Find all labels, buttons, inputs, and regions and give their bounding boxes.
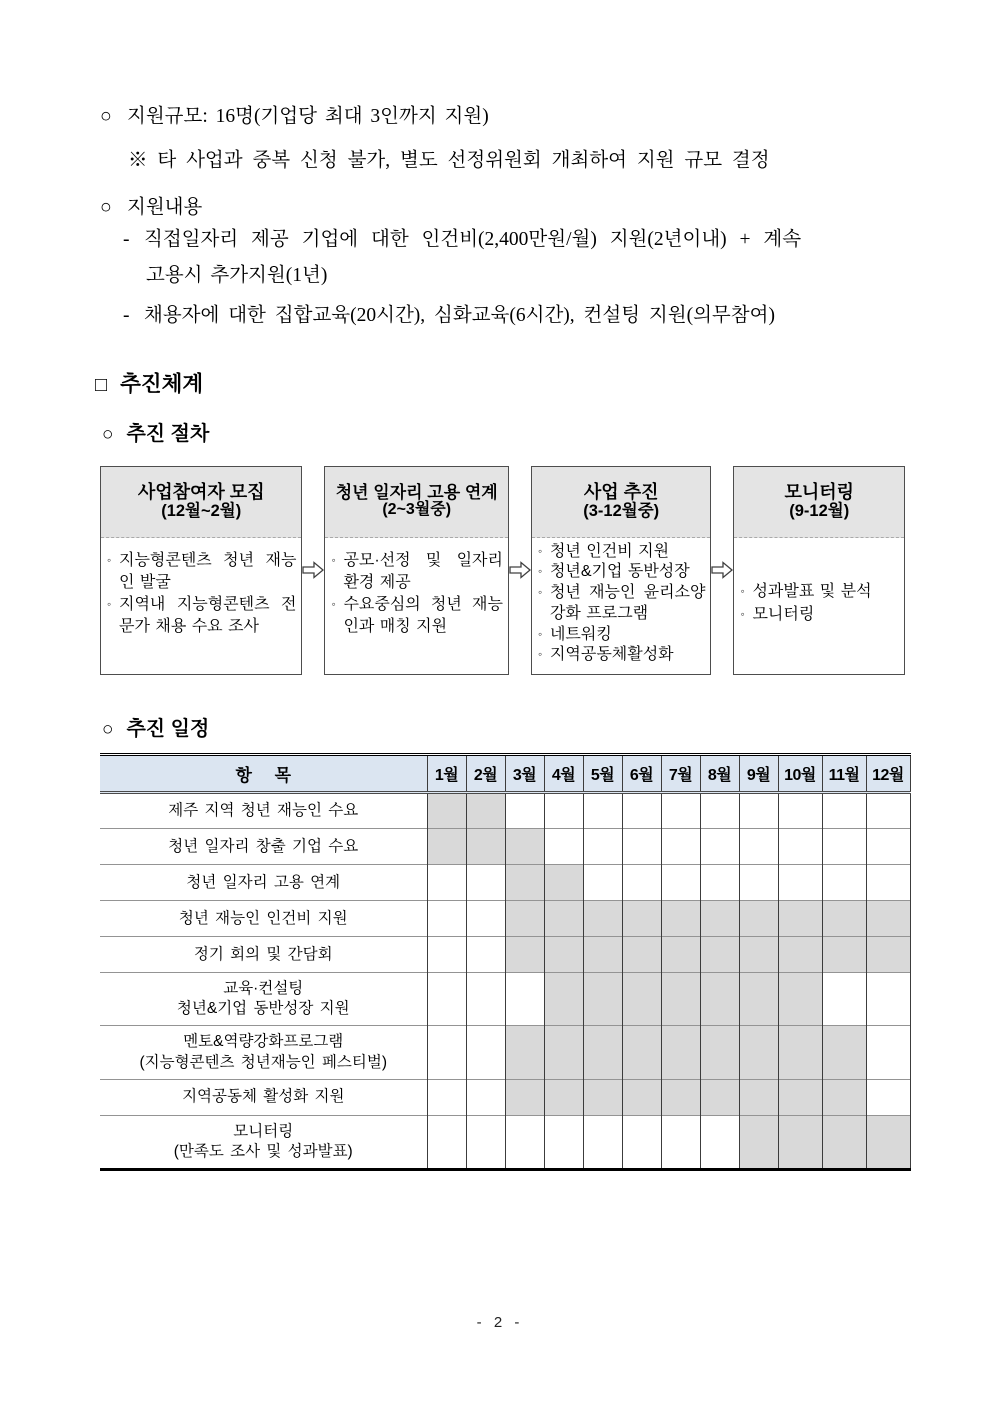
- month-cell: [866, 1115, 910, 1169]
- flow-step-title: 사업 추진: [583, 481, 659, 502]
- page-number: - 2 -: [476, 1314, 524, 1331]
- sub-item-wage: [100, 227, 905, 253]
- right-arrow-icon: [302, 466, 324, 675]
- month-cell: [739, 865, 778, 901]
- row-label: 청년 일자리 창출 기업 수요: [100, 829, 427, 865]
- month-header: 7월: [661, 755, 700, 793]
- month-cell: [778, 1079, 822, 1115]
- month-cell: [544, 973, 583, 1026]
- month-cell: [466, 1079, 505, 1115]
- month-cell: [583, 973, 622, 1026]
- month-cell: [583, 1079, 622, 1115]
- flow-step-item: [538, 542, 706, 563]
- flow-step-header: [734, 467, 904, 538]
- month-cell: [661, 1115, 700, 1169]
- flow-step-item: [331, 594, 503, 638]
- month-cell: [622, 973, 661, 1026]
- month-cell: [544, 1079, 583, 1115]
- small-circle-bullet-icon: ◦: [331, 596, 336, 611]
- month-cell: [661, 829, 700, 865]
- month-cell: [466, 865, 505, 901]
- table-row: [100, 1026, 910, 1079]
- month-cell: [505, 937, 544, 973]
- flow-step-item-text: 성과발표 및 분석: [752, 583, 872, 601]
- month-cell: [583, 901, 622, 937]
- table-row: [100, 937, 910, 973]
- sub-item-training-text: 채용자에 대한 집합교육(20시간), 심화교육(6시간), 컨설팅 지원(의무참여): [144, 304, 775, 326]
- row-label: 청년 일자리 고용 연계: [100, 865, 427, 901]
- schedule-header-label: 항 목: [100, 755, 427, 793]
- row-label: 청년 재능인 인건비 지원: [100, 901, 427, 937]
- month-cell: [427, 937, 466, 973]
- month-cell: [739, 1026, 778, 1079]
- flow-step-box: [324, 466, 509, 675]
- flow-steps: [100, 466, 905, 675]
- month-header: 6월: [622, 755, 661, 793]
- table-row: [100, 1079, 910, 1115]
- flow-step-period: (9-12월): [789, 502, 850, 521]
- month-cell: [661, 865, 700, 901]
- month-cell: [622, 829, 661, 865]
- small-circle-bullet-icon: ◦: [107, 552, 112, 567]
- month-cell: [505, 793, 544, 829]
- month-cell: [622, 901, 661, 937]
- flow-step-item-text: 지역공동체활성화: [549, 646, 674, 664]
- month-cell: [739, 829, 778, 865]
- month-cell: [544, 865, 583, 901]
- month-cell: [822, 793, 866, 829]
- circle-bullet-icon: ○: [102, 718, 114, 740]
- flow-step-title: 사업참여자 모집: [137, 481, 265, 502]
- month-cell: [466, 1115, 505, 1169]
- month-cell: [505, 973, 544, 1026]
- flow-step-body: [325, 538, 508, 674]
- table-row: [100, 865, 910, 901]
- month-cell: [544, 829, 583, 865]
- flow-step-header: [101, 467, 301, 538]
- month-cell: [622, 1115, 661, 1169]
- flow-step-box: [531, 466, 712, 675]
- month-cell: [822, 1115, 866, 1169]
- circle-bullet-icon: ○: [100, 106, 112, 127]
- note-line: ※ 타 사업과 중복 신청 불가, 별도 선정위원회 개최하여 지원 규모 결정: [128, 150, 770, 172]
- right-arrow-icon: [509, 466, 531, 675]
- month-cell: [700, 1115, 739, 1169]
- small-circle-bullet-icon: ◦: [537, 647, 543, 662]
- month-cell: [866, 793, 910, 829]
- month-cell: [700, 1026, 739, 1079]
- small-circle-bullet-icon: ◦: [740, 584, 745, 599]
- month-cell: [661, 973, 700, 1026]
- month-cell: [778, 865, 822, 901]
- month-cell: [739, 1079, 778, 1115]
- flow-step-item-text: 지역내 지능형콘텐츠 전문가 채용 수요 조사: [119, 595, 297, 635]
- month-cell: [866, 973, 910, 1026]
- schedule-table: [100, 753, 911, 1171]
- flow-step-header: [532, 467, 711, 538]
- month-cell: [427, 829, 466, 865]
- month-cell: [700, 793, 739, 829]
- month-header: 12월: [866, 755, 910, 793]
- flow-step-item-text: 지능형콘텐츠 청년 재능인 발굴: [119, 551, 297, 591]
- month-cell: [700, 829, 739, 865]
- month-cell: [700, 937, 739, 973]
- month-cell: [866, 1079, 910, 1115]
- month-cell: [866, 901, 910, 937]
- month-cell: [505, 829, 544, 865]
- flow-step-item-text: 수요중심의 청년 재능인과 매칭 지원: [343, 595, 503, 635]
- month-cell: [466, 1026, 505, 1079]
- month-cell: [778, 973, 822, 1026]
- month-cell: [700, 973, 739, 1026]
- month-cell: [427, 865, 466, 901]
- month-cell: [661, 793, 700, 829]
- month-cell: [427, 1079, 466, 1115]
- small-circle-bullet-icon: ◦: [740, 606, 745, 621]
- flow-step-item: [107, 594, 296, 638]
- month-cell: [822, 1079, 866, 1115]
- month-cell: [778, 829, 822, 865]
- flow-step-item: [740, 581, 899, 603]
- month-cell: [505, 1079, 544, 1115]
- month-cell: [544, 1115, 583, 1169]
- month-cell: [505, 1115, 544, 1169]
- month-header: 5월: [583, 755, 622, 793]
- flow-step-item: [538, 583, 706, 625]
- month-cell: [544, 1026, 583, 1079]
- small-circle-bullet-icon: ◦: [107, 596, 112, 611]
- month-cell: [583, 1026, 622, 1079]
- flow-step-title: 청년 일자리 고용 연계: [335, 482, 498, 502]
- month-cell: [505, 865, 544, 901]
- month-cell: [700, 901, 739, 937]
- flow-step-item-text: 청년 인건비 지원: [549, 542, 670, 560]
- month-cell: [622, 865, 661, 901]
- section-title-procedure: ○ 추진 절차: [102, 422, 210, 445]
- small-circle-bullet-icon: ◦: [537, 626, 543, 641]
- dash-bullet-icon: -: [123, 304, 130, 326]
- month-cell: [544, 793, 583, 829]
- small-circle-bullet-icon: ◦: [537, 564, 543, 579]
- month-cell: [583, 793, 622, 829]
- sub-item-wage-text: 직접일자리 제공 기업에 대한 인건비(2,400만원/월) 지원(2년이내) + 계속: [144, 228, 802, 250]
- table-row: [100, 829, 910, 865]
- small-circle-bullet-icon: ◦: [537, 585, 543, 600]
- flow-step-box: [100, 466, 302, 675]
- month-cell: [544, 937, 583, 973]
- month-cell: [427, 1026, 466, 1079]
- section-title-schedule: ○ 추진 일정: [102, 717, 210, 740]
- row-label: 제주 지역 청년 재능인 수요: [168, 802, 359, 820]
- month-header: 10월: [778, 755, 822, 793]
- month-cell: [866, 937, 910, 973]
- flow-step-item-text: 청년 재능인 윤리소양 강화 프로그램: [549, 584, 706, 622]
- month-cell: [622, 937, 661, 973]
- month-cell: [866, 1026, 910, 1079]
- flow-step-body: [734, 538, 904, 674]
- month-cell: [622, 1079, 661, 1115]
- month-cell: [778, 937, 822, 973]
- flow-step-body: [532, 538, 711, 674]
- flow-step-period: (12월~2월): [161, 502, 242, 521]
- flow-step-box: [733, 466, 905, 675]
- list-item-content-text: 지원내용: [127, 196, 203, 218]
- month-cell: [427, 1115, 466, 1169]
- month-cell: [822, 865, 866, 901]
- flow-step-title: 모니터링: [784, 481, 855, 502]
- month-cell: [427, 973, 466, 1026]
- row-label: 지역공동체 활성화 지원: [100, 1079, 427, 1115]
- month-header: 3월: [505, 755, 544, 793]
- section-title-system: □ 추진체계: [95, 371, 204, 396]
- flow-step-item: [331, 550, 503, 594]
- month-cell: [700, 1079, 739, 1115]
- circle-bullet-icon: ○: [102, 423, 114, 445]
- table-row: [100, 973, 910, 1026]
- table-row: [100, 1115, 910, 1169]
- month-cell: [866, 829, 910, 865]
- month-cell: [661, 1026, 700, 1079]
- month-header: 8월: [700, 755, 739, 793]
- month-cell: [544, 901, 583, 937]
- sub-item-wage-cont: 고용시 추가지원(1년): [146, 265, 328, 287]
- flow-step-period: (3-12월중): [583, 502, 660, 521]
- row-label: 교육·컨설팅 청년&기업 동반성장 지원: [100, 973, 427, 1026]
- month-cell: [866, 865, 910, 901]
- month-header: 11월: [822, 755, 866, 793]
- small-circle-bullet-icon: ◦: [331, 552, 336, 567]
- month-cell: [466, 829, 505, 865]
- month-cell: [661, 1079, 700, 1115]
- month-cell: [661, 901, 700, 937]
- month-header: 4월: [544, 755, 583, 793]
- month-cell: [778, 793, 822, 829]
- month-cell: [583, 829, 622, 865]
- flow-step-item: [538, 625, 706, 646]
- sub-item-training: [100, 303, 905, 329]
- month-cell: [822, 901, 866, 937]
- month-cell: [700, 865, 739, 901]
- month-header: 1월: [427, 755, 466, 793]
- month-cell: [466, 937, 505, 973]
- small-circle-bullet-icon: ◦: [537, 543, 543, 558]
- list-item-content: [100, 195, 905, 221]
- month-cell: [427, 793, 466, 829]
- flow-step-item-text: 네트워킹: [549, 625, 612, 643]
- month-cell: [778, 1115, 822, 1169]
- month-cell: [466, 973, 505, 1026]
- month-cell: [583, 1115, 622, 1169]
- month-cell: [583, 937, 622, 973]
- flow-step-item-text: 공모·선정 및 일자리 환경 제공: [343, 551, 503, 591]
- month-cell: [622, 793, 661, 829]
- flow-step-item: [740, 604, 899, 626]
- month-cell: [778, 901, 822, 937]
- right-arrow-icon: [711, 466, 733, 675]
- month-cell: [739, 793, 778, 829]
- circle-bullet-icon: ○: [100, 196, 112, 218]
- month-cell: [822, 829, 866, 865]
- month-cell: [466, 793, 505, 829]
- row-label: 멘토&역량강화프로그램 (지능형콘텐츠 청년재능인 페스티벌): [100, 1026, 427, 1079]
- flow-step-item-text: 모니터링: [752, 605, 815, 623]
- month-cell: [427, 901, 466, 937]
- month-header: 2월: [466, 755, 505, 793]
- month-header: 9월: [739, 755, 778, 793]
- table-row: [100, 901, 910, 937]
- flow-step-body: [101, 538, 301, 674]
- schedule-header-row: [100, 755, 910, 793]
- flow-step-item: [538, 645, 706, 666]
- schedule-body: [100, 793, 910, 1170]
- month-cell: [822, 973, 866, 1026]
- month-cell: [739, 901, 778, 937]
- flow-step-header: [325, 467, 508, 538]
- month-cell: [583, 865, 622, 901]
- square-bullet-icon: □: [95, 373, 108, 396]
- flow-step-item-text: 청년&기업 동반성장: [549, 563, 690, 581]
- list-item-scale: [100, 104, 905, 130]
- row-label: 모니터링 (만족도 조사 및 성과발표): [100, 1115, 427, 1169]
- month-cell: [739, 937, 778, 973]
- row-label: 정기 회의 및 간담회: [100, 937, 427, 973]
- list-item-scale-text: 지원규모: 16명(기업당 최대 3인까지 지원): [127, 106, 489, 127]
- flow-step-item: [538, 562, 706, 583]
- month-cell: [739, 1115, 778, 1169]
- month-cell: [778, 1026, 822, 1079]
- flow-step-period: (2~3월중): [382, 501, 452, 519]
- dash-bullet-icon: -: [123, 228, 130, 250]
- month-cell: [622, 1026, 661, 1079]
- flow-step-item: [107, 550, 296, 594]
- month-cell: [822, 1026, 866, 1079]
- month-cell: [739, 973, 778, 1026]
- month-cell: [466, 901, 505, 937]
- month-cell: [505, 901, 544, 937]
- month-cell: [505, 1026, 544, 1079]
- table-row: [100, 793, 910, 829]
- month-cell: [822, 937, 866, 973]
- month-cell: [661, 937, 700, 973]
